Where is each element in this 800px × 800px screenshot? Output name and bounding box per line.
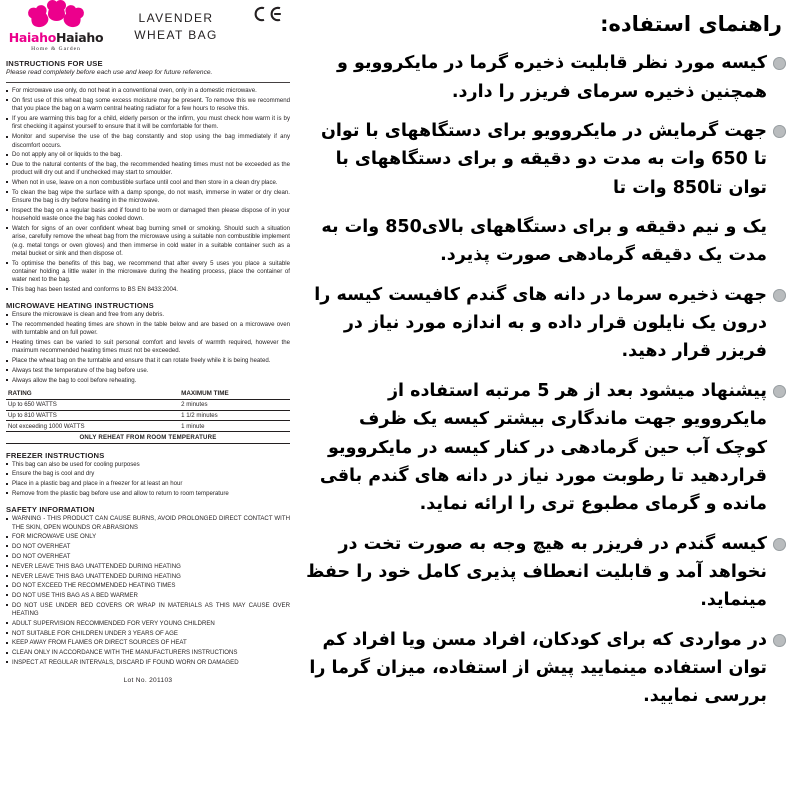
list-item: On first use of this wheat bag some excess moisture may be present. To remove this we recommend that you place the bag on a warm central heating radiator for a few hours to resolve this. xyxy=(6,97,290,114)
section-heading-instructions: INSTRUCTIONS FOR USE xyxy=(6,59,103,69)
ce-icon xyxy=(250,6,290,22)
list-item: If you are warming this bag for a child, elderly person or the infirm, you must check how warm it is by first checking it against yourself to ensure that it will be comfortable for them. xyxy=(6,115,290,132)
table-header-row xyxy=(6,389,290,399)
persian-item-text: کیسه مورد نظر قابلیت ذخیره گرما در مایکروویو و همچنین ذخیره سرمای فریزر را دارد. xyxy=(337,53,767,102)
label-artwork-panel xyxy=(0,0,296,800)
list-item: Ensure the bag is cool and dry xyxy=(6,470,290,478)
list-item: Watch for signs of an over confident wheat bag burning smell or smoking. Should such a situation arise, carefully remove the wheat bag from the microwave using a suitable non combustible implement (e.g. metal tongs or oven gloves) and then immerse in cold water in a suitable container such as a metal bucket or sink and then dispose of. xyxy=(6,225,290,258)
bullet-icon xyxy=(773,57,786,70)
list-item: To clean the bag wipe the surface with a damp sponge, do not wash, immerse in water or dry clean. Ensure the bag is dry before heating in the microwave. xyxy=(6,189,290,206)
list-item: DO NOT USE THIS BAG AS A BED WARMER xyxy=(6,592,290,600)
persian-item-text: یک و نیم دقیقه و برای دستگاههای بالای850 وات به مدت یک دقیقه گرمادهی صورت پذیرد. xyxy=(321,217,767,266)
list-item: DO NOT USE UNDER BED COVERS OR WRAP IN MATERIALS AS THIS MAY CAUSE OVER HEATING xyxy=(6,602,290,619)
list-item: When not in use, leave on a non combustible surface until cool and then store in a clean dry place. xyxy=(6,179,290,187)
persian-item xyxy=(306,117,786,202)
heating-times-table xyxy=(6,389,290,432)
ce-mark xyxy=(246,4,290,22)
microwave-list xyxy=(6,311,290,385)
lot-number: Lot No. 201103 xyxy=(123,677,173,685)
bullet-icon xyxy=(773,125,786,138)
list-item: Monitor and supervise the use of the bag constantly and stop using the bag immediately if any discomfort occurs. xyxy=(6,133,290,150)
bullet-icon xyxy=(773,538,786,551)
persian-item-text: کیسه گندم در فریزر به هیچ وجه به صورت تخت در نخواهد آمد و قابلیت انعطاف پذیری کامل خود را حفظ مینماید. xyxy=(306,533,767,611)
bullet-icon xyxy=(773,289,786,302)
cell-time: 2 minutes xyxy=(179,399,290,410)
list-item: The recommended heating times are shown in the table below and are based on a microwave oven with turntable and on full power. xyxy=(6,321,290,338)
persian-item xyxy=(306,49,786,106)
bullet-icon xyxy=(773,385,786,398)
list-item: Always allow the bag to cool before reheating. xyxy=(6,377,290,385)
brand-name-part2: Haiaho xyxy=(56,30,104,45)
list-item: FOR MICROWAVE USE ONLY xyxy=(6,533,290,541)
list-item: NEVER LEAVE THIS BAG UNATTENDED DURING HEATING xyxy=(6,563,290,571)
list-item: Remove from the plastic bag before use and allow to return to room temperature xyxy=(6,490,290,498)
list-item: CLEAN ONLY IN ACCORDANCE WITH THE MANUFACTURERS INSTRUCTIONS xyxy=(6,649,290,657)
persian-item-text: جهت گرمایش در مایکروویو برای دستگاههای با توان تا 650 وات به مدت دو دقیقه و برای دستگاههای با توان تا850 وات تا xyxy=(320,121,767,198)
brand-name-part1: Haiaho xyxy=(8,30,56,45)
cell-rating: Up to 650 WATTS xyxy=(6,399,179,410)
persian-item-text: در مواردی که برای کودکان، افراد مسن ویا افراد کم توان استفاده مینمایید پیش از استفاده، میزان گرما را بررسی نمایید. xyxy=(309,629,767,707)
brand-tagline: Home & Garden xyxy=(31,46,81,53)
hearts-icon xyxy=(28,4,84,30)
safety-list xyxy=(6,515,290,667)
product-title: LAVENDER WHEAT BAG xyxy=(134,11,218,43)
list-item: Ensure the microwave is clean and free from any debris. xyxy=(6,311,290,319)
page-title: راهنمای استفاده: xyxy=(600,12,782,36)
list-item: DO NOT OVERHEAT xyxy=(6,543,290,551)
brand-logo xyxy=(6,4,106,52)
list-item: Do not apply any oil or liquids to the bag. xyxy=(6,151,290,159)
list-item: To optimise the benefits of this bag, we recommend that after every 5 uses you place a suitable container holding a little water in the microwave during the heating process, place the container of water next to the bag. xyxy=(6,260,290,285)
instructions-list xyxy=(6,87,290,294)
list-item: NEVER LEAVE THIS BAG UNATTENDED DURING HEATING xyxy=(6,573,290,581)
list-item: INSPECT AT REGULAR INTERVALS, DISCARD IF FOUND WORN OR DAMAGED xyxy=(6,659,290,667)
persian-item xyxy=(306,281,786,366)
section-heading-freezer: FREEZER INSTRUCTIONS xyxy=(6,450,105,460)
list-item: Heating times can be varied to suit personal comfort and levels of warmth required, however the maximum recommended heating times must not be exceeded. xyxy=(6,339,290,356)
persian-instructions-panel xyxy=(296,0,800,800)
list-item: This bag has been tested and conforms to BS EN 8433:2004. xyxy=(6,286,290,294)
list-item: Place the wheat bag on the turntable and ensure that it can rotate freely while it is being heated. xyxy=(6,357,290,365)
list-item: KEEP AWAY FROM FLAMES OR DIRECT SOURCES OF HEAT xyxy=(6,639,290,647)
divider xyxy=(6,82,290,83)
label-header xyxy=(6,4,290,52)
list-item: DO NOT OVERHEAT xyxy=(6,553,290,561)
list-item: Always test the temperature of the bag before use. xyxy=(6,367,290,375)
cell-rating: Up to 810 WATTS xyxy=(6,410,179,421)
list-item: ADULT SUPERVISION RECOMMENDED FOR VERY YOUNG CHILDREN xyxy=(6,620,290,628)
column-header-maximum-time: MAXIMUM TIME xyxy=(179,389,290,399)
cell-rating: Not exceeding 1000 WATTS xyxy=(6,421,179,432)
cell-time: 1 minute xyxy=(179,421,290,432)
reheat-note: ONLY REHEAT FROM ROOM TEMPERATURE xyxy=(6,432,290,444)
list-item: For microwave use only, do not heat in a conventional oven, only in a domestic microwave. xyxy=(6,87,290,95)
persian-item-text: پیشنهاد میشود بعد از هر 5 مرتبه استفاده از مایکروویو جهت ماندگاری بیشتر کیسه یک ظرف کوچک آب حین گرمادهی در کنار کیسه در مایکروویو قراردهید تا رطوبت مورد نیاز در دانه های گندم باقی مانده و گرمای مطبوع تری را ارائه نماید. xyxy=(319,380,767,515)
list-item: Inspect the bag on a regular basis and if found to be worn or damaged then please dispose of in your household waste once the bag has cooled down. xyxy=(6,207,290,224)
table-row xyxy=(6,399,290,410)
table-row xyxy=(6,421,290,432)
column-header-rating: RATING xyxy=(6,389,179,399)
list-item: NOT SUITABLE FOR CHILDREN UNDER 3 YEARS OF AGE xyxy=(6,630,290,638)
list-item: Due to the natural contents of the bag, the recommended heating times must not be exceeded as the product will dry out and if unchecked may start to smoulder. xyxy=(6,161,290,178)
bullet-icon xyxy=(773,634,786,647)
list-item: Place in a plastic bag and place in a freezer for at least an hour xyxy=(6,480,290,488)
freezer-list xyxy=(6,461,290,499)
brand-name xyxy=(6,31,106,44)
instructions-note: Please read completely before each use and keep for future reference. xyxy=(6,69,213,77)
list-item: This bag can also be used for cooling purposes xyxy=(6,461,290,469)
persian-item-text: جهت ذخیره سرما در دانه های گندم کافیست کیسه را درون یک نایلون قرار داده و به اندازه مورد نیاز در فریزر قرار دهید. xyxy=(314,284,767,362)
list-item: DO NOT EXCEED THE RECOMMENDED HEATING TIMES xyxy=(6,582,290,590)
table-row xyxy=(6,410,290,421)
section-heading-safety: SAFETY INFORMATION xyxy=(6,505,95,515)
persian-item xyxy=(306,377,786,519)
section-heading-microwave: MICROWAVE HEATING INSTRUCTIONS xyxy=(6,301,154,311)
list-item: WARNING - THIS PRODUCT CAN CAUSE BURNS, AVOID PROLONGED DIRECT CONTACT WITH THE SKIN, OPEN WOUNDS OR ABRASIONS xyxy=(6,515,290,532)
cell-time: 1 1/2 minutes xyxy=(179,410,290,421)
persian-item xyxy=(306,626,786,711)
persian-item xyxy=(306,530,786,615)
persian-item xyxy=(306,213,786,270)
